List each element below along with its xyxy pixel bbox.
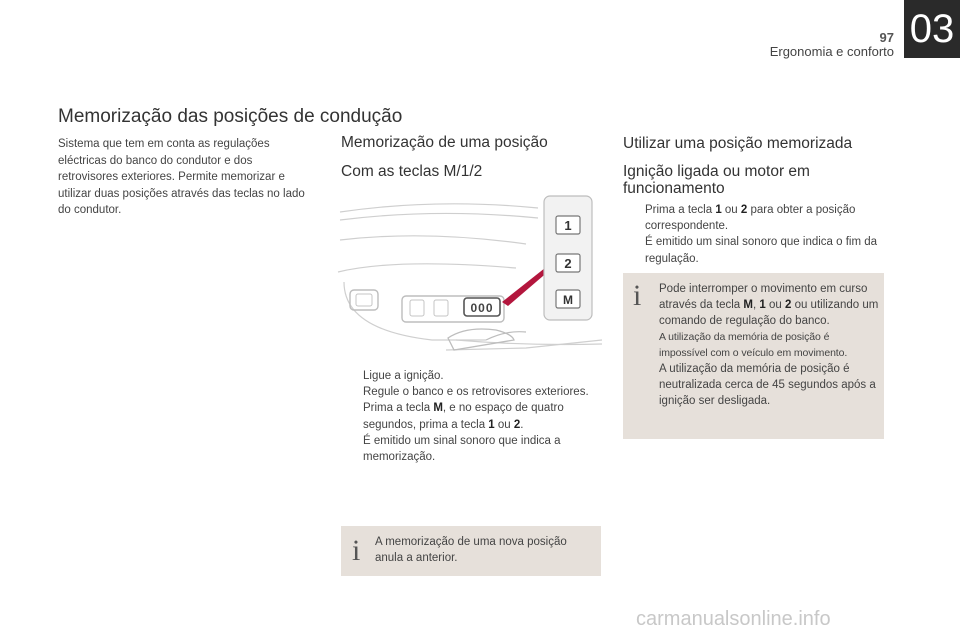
info-text: Pode interromper o movimento em curso através da tecla M, 1 ou 2 ou utilizando um comando de regulação do banco. A utilização da memória de posição é impossível com o veículo em movimento. A utilização da memória de posição é neutralizada cerca de 45 segundos após a ignição ser desligada. (659, 283, 879, 407)
chapter-name: Ergonomia e conforto (769, 44, 894, 59)
list-item: Prima a tecla 1 ou 2 para obter a posição correspondente. É emitido um sinal sonoro que indica o fim da regulação. (645, 204, 878, 265)
key-1-label: 1 (564, 218, 572, 233)
info-text: A memorização de uma nova posição anula a anterior. (375, 536, 567, 564)
list-item: Regule o banco e os retrovisores exteriores. (363, 386, 589, 399)
info-box-interrupt (623, 273, 884, 439)
footer-watermark: carmanualsonline.info (636, 608, 831, 630)
use-steps (623, 202, 883, 267)
list-item: Ligue a ignição. (363, 370, 444, 382)
door-trim-line-top-2 (340, 213, 538, 220)
seat-adjust-switch-2 (486, 332, 526, 340)
switch-left-inner (356, 294, 372, 306)
key-2-label: 2 (564, 256, 572, 271)
memorize-steps (341, 368, 596, 465)
seat-memory-illustration (336, 190, 602, 362)
section-memorize-subtitle: Com as teclas M/1/2 (341, 163, 483, 180)
panel-button-b (434, 300, 448, 316)
switch-left-outline (350, 290, 378, 310)
section-memorize-title: Memorização de uma posição (341, 134, 548, 151)
section-use-title: Utilizar uma posição memorizada (623, 135, 853, 152)
info-icon: i (633, 279, 642, 312)
info-icon: i (352, 534, 361, 567)
door-trim-line-lower (338, 264, 516, 272)
info-box-new-position (341, 526, 601, 576)
callout-pointer (502, 264, 550, 306)
key-m-label: M (563, 293, 573, 307)
memory-buttons-label: 000 (470, 301, 494, 315)
page-title: Memorização das posições de condução (58, 106, 403, 127)
list-item: Prima a tecla M, e no espaço de quatro segundos, prima a tecla 1 ou 2. É emitido um sinal sonoro que indica a memorização. (363, 402, 564, 464)
door-trim-line-top (340, 204, 538, 212)
page-number: 97 (879, 30, 894, 45)
door-trim-line-mid (340, 236, 526, 244)
intro-paragraph: Sistema que tem em conta as regulações eléctricas do banco do condutor e dos retrovisores exteriores. Permite memorizar e utilizar duas posições através das teclas no lado do condutor. (58, 138, 305, 216)
chapter-tab: 03 (904, 0, 960, 58)
panel-button-a (410, 300, 424, 316)
section-use-subtitle: Ignição ligada ou motor em funcionamento (623, 163, 810, 197)
